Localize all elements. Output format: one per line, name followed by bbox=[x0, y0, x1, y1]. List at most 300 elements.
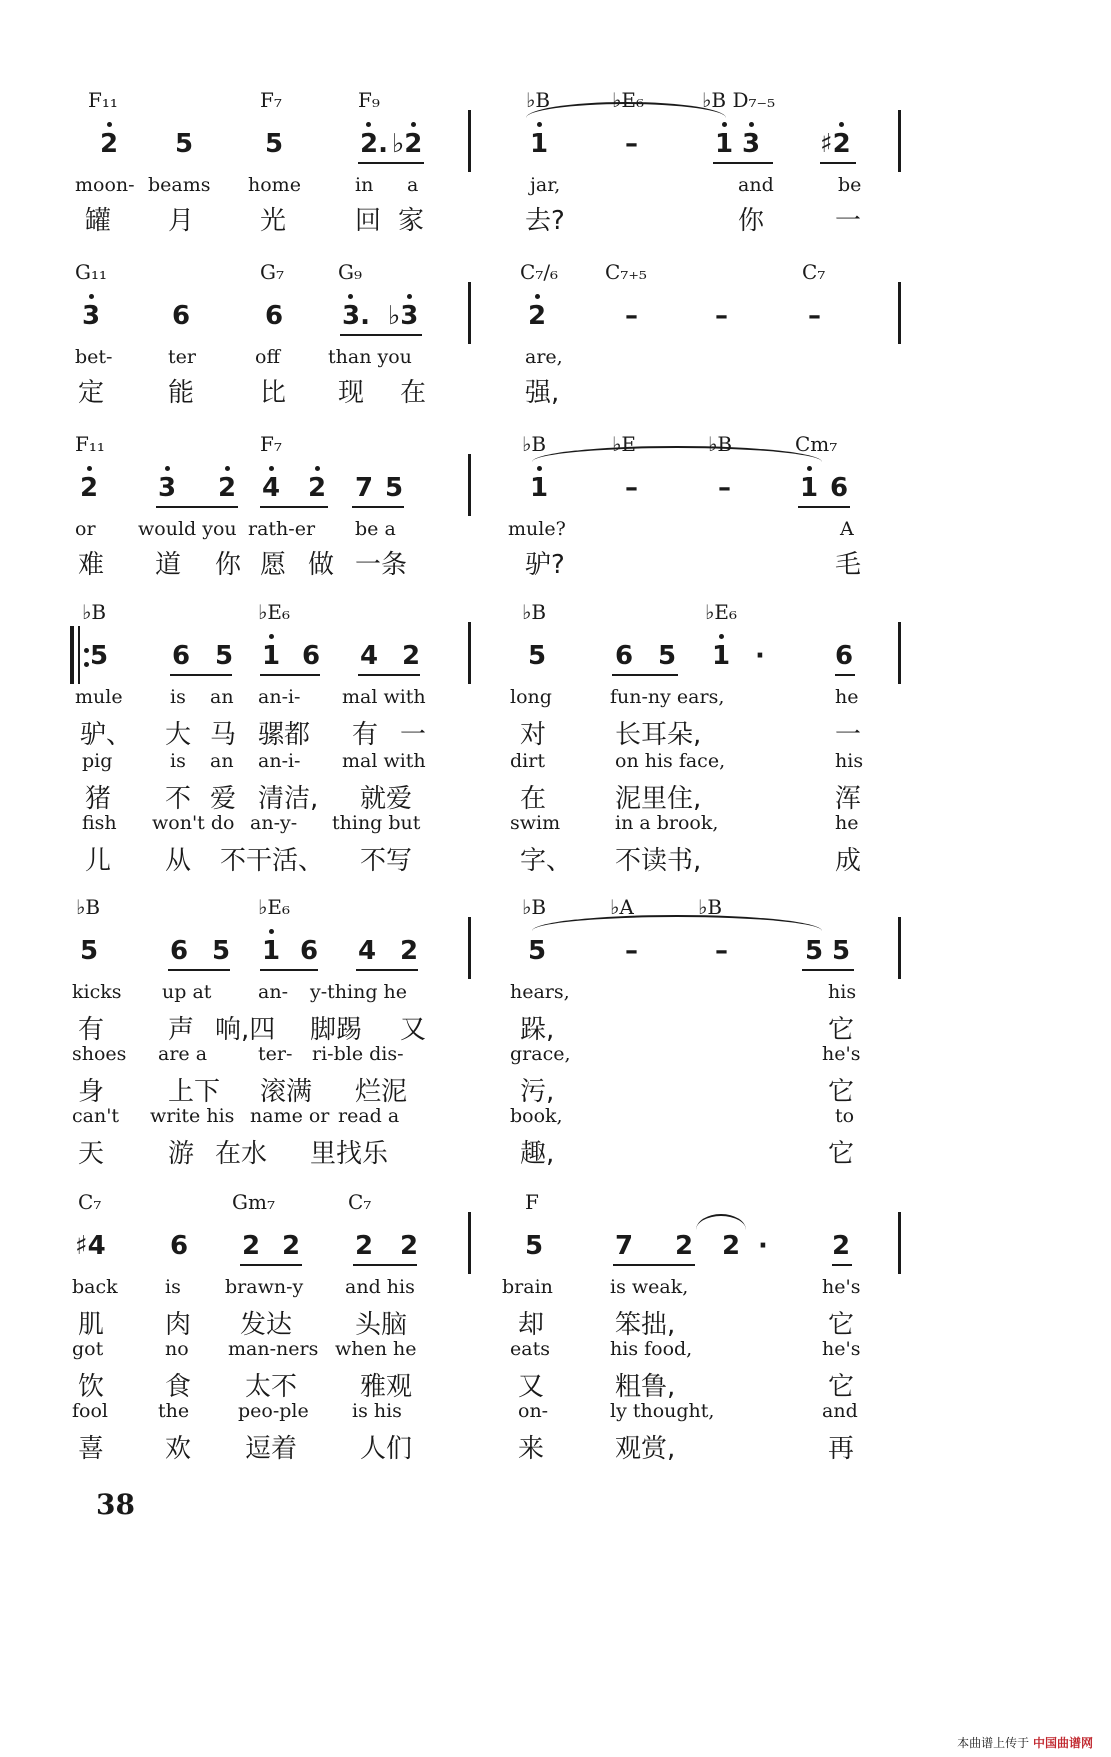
lyric-en: fool bbox=[72, 1400, 108, 1422]
lyric-zh: 一 bbox=[835, 720, 862, 750]
lyric-en: won't do bbox=[152, 812, 235, 834]
lyric-zh: 太不 bbox=[245, 1372, 298, 1402]
lyric-en: swim bbox=[510, 812, 561, 834]
note: ♯2 bbox=[820, 124, 851, 164]
chord-symbol: ♭B bbox=[522, 895, 547, 919]
lyric-en: rath-er bbox=[248, 518, 316, 540]
lyric-en: got bbox=[72, 1338, 104, 1360]
lyric-en: he bbox=[835, 812, 859, 834]
note-row bbox=[490, 124, 990, 164]
beam bbox=[156, 506, 238, 508]
note-row bbox=[70, 468, 490, 508]
lyric-zh: 欢 bbox=[165, 1434, 192, 1464]
lyric-zh: 又 bbox=[518, 1372, 545, 1402]
chord-symbol: F₇ bbox=[260, 432, 282, 456]
note: 1 bbox=[530, 124, 548, 164]
barline bbox=[468, 622, 471, 684]
lyric-en: he's bbox=[822, 1043, 861, 1065]
lyric-en: is his bbox=[352, 1400, 402, 1422]
lyric-en: is bbox=[170, 686, 186, 708]
lyric-zh: 人们 bbox=[360, 1434, 413, 1464]
lyric-zh: 又 bbox=[400, 1015, 427, 1045]
note: 5 bbox=[265, 129, 284, 159]
barline bbox=[468, 282, 471, 344]
lyric-en: on- bbox=[518, 1400, 549, 1422]
system-6 bbox=[70, 1190, 1020, 1490]
note: ♯4 bbox=[75, 1231, 106, 1261]
lyric-zh: 现 bbox=[338, 378, 365, 408]
chord-symbol: F₁₁ bbox=[75, 432, 105, 456]
note: 5 bbox=[212, 936, 231, 966]
chord-symbol: C₇/₆ bbox=[520, 260, 559, 284]
chord-symbol: G₇ bbox=[260, 260, 284, 284]
note: – bbox=[625, 473, 638, 503]
chord-symbol: ♭E₆ bbox=[258, 600, 291, 624]
note-row bbox=[70, 931, 490, 971]
note: 2 bbox=[528, 296, 546, 336]
barline bbox=[898, 917, 901, 979]
lyric-en: brain bbox=[502, 1276, 553, 1298]
note: 1 bbox=[712, 636, 730, 676]
lyric-zh: 不读书, bbox=[615, 846, 702, 876]
lyric-en: up at bbox=[162, 981, 212, 1003]
octave-dot bbox=[537, 466, 542, 471]
lyric-en: long bbox=[510, 686, 552, 708]
lyric-en: back bbox=[72, 1276, 118, 1298]
lyric-zh: 从 bbox=[165, 846, 192, 876]
lyric-zh: 光 bbox=[260, 206, 287, 236]
lyric-zh: 笨拙, bbox=[615, 1310, 676, 1340]
note: 2 bbox=[355, 1231, 374, 1261]
lyric-zh: 回 bbox=[355, 206, 382, 236]
lyric-zh: 驴、 bbox=[80, 720, 133, 750]
lyric-zh: 食 bbox=[165, 1372, 192, 1402]
chord-symbol: ♭E bbox=[612, 432, 637, 456]
lyric-en: mal with bbox=[342, 750, 426, 772]
lyric-zh: 马 bbox=[210, 720, 237, 750]
barline bbox=[468, 1212, 471, 1274]
note-row bbox=[490, 296, 990, 336]
note-row bbox=[490, 1226, 990, 1266]
note: 2 bbox=[722, 1231, 741, 1261]
lyric-zh: 它 bbox=[828, 1310, 855, 1340]
chord-symbol: ♭B D₇₋₅ bbox=[702, 88, 776, 112]
lyric-zh: 道 bbox=[155, 550, 182, 580]
note: 6 bbox=[830, 473, 849, 503]
lyric-zh: 不干活、 bbox=[220, 846, 325, 876]
lyric-zh: 不写 bbox=[360, 846, 413, 876]
barline bbox=[898, 282, 901, 344]
barline bbox=[898, 110, 901, 172]
beam bbox=[352, 506, 404, 508]
lyric-zh: 不 bbox=[165, 784, 192, 814]
lyric-zh: 浑 bbox=[835, 784, 862, 814]
lyric-en: are a bbox=[158, 1043, 208, 1065]
beam bbox=[356, 969, 418, 971]
lyric-zh: 驴? bbox=[525, 550, 565, 580]
lyric-en: is bbox=[165, 1276, 181, 1298]
note-row bbox=[490, 468, 990, 508]
note: 1 bbox=[800, 468, 818, 508]
lyric-zh: 字、 bbox=[520, 846, 573, 876]
lyric-zh: 做 bbox=[308, 550, 335, 580]
lyric-zh: 它 bbox=[828, 1077, 855, 1107]
lyric-zh: 月 bbox=[168, 206, 195, 236]
note: 4 bbox=[358, 936, 377, 966]
lyric-zh: 游 bbox=[168, 1139, 195, 1169]
octave-dot bbox=[407, 294, 412, 299]
lyric-zh: 在 bbox=[520, 784, 547, 814]
lyric-zh: 成 bbox=[835, 846, 862, 876]
note-row bbox=[490, 931, 990, 971]
lyric-en: grace, bbox=[510, 1043, 571, 1065]
system-3 bbox=[70, 432, 1020, 592]
beam bbox=[353, 1264, 417, 1266]
lyric-zh: 肉 bbox=[165, 1310, 192, 1340]
note: 1 bbox=[262, 636, 280, 676]
note: 2 bbox=[675, 1231, 694, 1261]
lyric-zh: 大 bbox=[165, 720, 192, 750]
lyric-en: would you bbox=[138, 518, 237, 540]
note: 2 bbox=[400, 936, 419, 966]
lyric-zh: 粗鲁, bbox=[615, 1372, 676, 1402]
note: – bbox=[625, 301, 638, 331]
chord-symbol: ♭B bbox=[82, 600, 107, 624]
lyric-zh: 定 bbox=[78, 378, 105, 408]
lyric-zh: 泥里住, bbox=[615, 784, 702, 814]
note: – bbox=[718, 473, 731, 503]
lyric-zh: 逗着 bbox=[245, 1434, 298, 1464]
lyric-zh: 来 bbox=[518, 1434, 545, 1464]
note: 1 bbox=[715, 124, 733, 164]
note: 5 bbox=[215, 641, 234, 671]
lyric-zh: 罐 bbox=[85, 206, 112, 236]
note: 6 bbox=[170, 1231, 189, 1261]
chord-symbol: G₁₁ bbox=[75, 260, 108, 284]
note: 6 bbox=[172, 301, 191, 331]
note: 2 bbox=[218, 468, 236, 508]
note: 2 bbox=[282, 1231, 301, 1261]
lyric-en: ri-ble dis- bbox=[312, 1043, 404, 1065]
lyric-en: fish bbox=[82, 812, 117, 834]
note: – bbox=[715, 301, 728, 331]
octave-dot bbox=[719, 634, 724, 639]
octave-dot bbox=[722, 122, 727, 127]
lyric-en: moon- bbox=[75, 174, 135, 196]
octave-dot bbox=[535, 294, 540, 299]
note: 4 bbox=[262, 468, 280, 508]
lyric-zh: 猪 bbox=[85, 784, 112, 814]
lyric-zh: 跺, bbox=[520, 1015, 555, 1045]
lyric-en: off bbox=[255, 346, 280, 368]
lyric-en: an- bbox=[258, 981, 288, 1003]
note: 5 bbox=[658, 641, 677, 671]
tie-arc bbox=[532, 446, 822, 462]
note: 5 bbox=[175, 129, 194, 159]
lyric-en: name or bbox=[250, 1105, 330, 1127]
lyric-en: be a bbox=[355, 518, 396, 540]
beam bbox=[260, 969, 318, 971]
lyric-zh: 有 bbox=[352, 720, 379, 750]
lyric-en: ter bbox=[168, 346, 196, 368]
octave-dot bbox=[807, 466, 812, 471]
note: 2 bbox=[400, 1231, 419, 1261]
lyric-zh: 头脑 bbox=[355, 1310, 408, 1340]
lyric-en: he bbox=[835, 686, 859, 708]
octave-dot bbox=[839, 122, 844, 127]
lyric-en: and bbox=[738, 174, 774, 196]
lyric-en: he's bbox=[822, 1338, 861, 1360]
note: 1 bbox=[262, 931, 280, 971]
note: 7 bbox=[355, 473, 374, 503]
system-5 bbox=[70, 895, 1020, 1185]
lyric-en: when he bbox=[335, 1338, 417, 1360]
lyric-en: his bbox=[835, 750, 864, 772]
note: ♭3 bbox=[388, 296, 418, 336]
octave-dot bbox=[87, 466, 92, 471]
note: 5 bbox=[528, 936, 547, 966]
lyric-en: or bbox=[75, 518, 96, 540]
note: – bbox=[715, 936, 728, 966]
lyric-en: kicks bbox=[72, 981, 122, 1003]
octave-dot bbox=[366, 122, 371, 127]
beam bbox=[613, 1264, 695, 1266]
note: 6 bbox=[300, 936, 319, 966]
lyric-en: he's bbox=[822, 1276, 861, 1298]
chord-symbol: C₇ bbox=[802, 260, 826, 284]
lyric-en: and bbox=[822, 1400, 858, 1422]
chord-symbol: Cm₇ bbox=[795, 432, 838, 456]
lyric-en: man-ners bbox=[228, 1338, 319, 1360]
note-row bbox=[70, 636, 490, 676]
lyric-en: mule? bbox=[508, 518, 566, 540]
system-4 bbox=[70, 600, 1020, 890]
note: · bbox=[758, 1231, 768, 1261]
lyric-zh: 儿 bbox=[85, 846, 112, 876]
lyric-zh: 它 bbox=[828, 1015, 855, 1045]
lyric-en: in bbox=[355, 174, 374, 196]
beam bbox=[340, 334, 422, 336]
lyric-zh: 长耳朵, bbox=[615, 720, 702, 750]
lyric-en: shoes bbox=[72, 1043, 127, 1065]
note-row bbox=[70, 124, 490, 164]
lyric-en: an bbox=[210, 750, 234, 772]
note: 7 bbox=[615, 1231, 634, 1261]
lyric-en: is bbox=[170, 750, 186, 772]
beam bbox=[170, 674, 232, 676]
beam bbox=[820, 162, 856, 164]
lyric-zh: 骡都 bbox=[258, 720, 311, 750]
beam bbox=[240, 1264, 302, 1266]
octave-dot bbox=[89, 294, 94, 299]
lyric-en: A bbox=[840, 518, 854, 540]
note: 3 bbox=[158, 468, 176, 508]
chord-symbol: F₉ bbox=[358, 88, 380, 112]
lyric-zh: 强, bbox=[525, 378, 560, 408]
system-1 bbox=[70, 88, 1020, 248]
note: 2 bbox=[402, 641, 421, 671]
lyric-en: fun-ny ears, bbox=[610, 686, 725, 708]
note: 6 bbox=[265, 301, 284, 331]
lyric-zh: 饮 bbox=[78, 1372, 105, 1402]
page-number: 38 bbox=[96, 1488, 135, 1521]
lyric-en: home bbox=[248, 174, 301, 196]
beam bbox=[168, 969, 230, 971]
octave-dot bbox=[269, 466, 274, 471]
chord-symbol: ♭E₆ bbox=[258, 895, 291, 919]
octave-dot bbox=[749, 122, 754, 127]
note: 2 bbox=[832, 1231, 851, 1261]
lyric-en: his bbox=[828, 981, 857, 1003]
note: – bbox=[625, 129, 638, 159]
barline bbox=[898, 622, 901, 684]
beam bbox=[260, 506, 328, 508]
chord-symbol: ♭A bbox=[610, 895, 634, 919]
note-row bbox=[490, 636, 990, 676]
beam bbox=[612, 674, 678, 676]
beam bbox=[802, 969, 854, 971]
lyric-en: pig bbox=[82, 750, 113, 772]
lyric-en: are, bbox=[525, 346, 563, 368]
lyric-en: hears, bbox=[510, 981, 570, 1003]
beam bbox=[260, 674, 320, 676]
lyric-zh: 一条 bbox=[355, 550, 408, 580]
barline bbox=[468, 454, 471, 516]
note: 1 bbox=[530, 468, 548, 508]
lyric-zh: 愿 bbox=[260, 550, 287, 580]
octave-dot bbox=[107, 122, 112, 127]
lyric-en: a bbox=[407, 174, 419, 196]
lyric-zh: 对 bbox=[520, 720, 547, 750]
lyric-zh: 响,四 bbox=[215, 1015, 276, 1045]
note: 3 bbox=[742, 124, 760, 164]
chord-symbol: ♭B bbox=[698, 895, 723, 919]
note: 6 bbox=[835, 641, 854, 671]
lyric-zh: 发达 bbox=[240, 1310, 293, 1340]
lyric-zh: 脚踢 bbox=[310, 1015, 363, 1045]
lyric-en: brawn-y bbox=[225, 1276, 304, 1298]
barline bbox=[898, 1212, 901, 1274]
lyric-en: is weak, bbox=[610, 1276, 689, 1298]
chord-symbol: ♭E₆ bbox=[612, 88, 645, 112]
octave-dot bbox=[537, 122, 542, 127]
lyric-en: an bbox=[210, 686, 234, 708]
octave-dot bbox=[269, 634, 274, 639]
lyric-zh: 一 bbox=[835, 206, 862, 236]
lyric-en: mule bbox=[75, 686, 123, 708]
lyric-en: write his bbox=[150, 1105, 235, 1127]
note: 5 bbox=[525, 1231, 544, 1261]
lyric-en: than you bbox=[328, 346, 412, 368]
lyric-en: ly thought, bbox=[610, 1400, 715, 1422]
footer-site: 中国曲谱网 bbox=[1032, 1736, 1093, 1750]
lyric-zh: 污, bbox=[520, 1077, 555, 1107]
lyric-en: an-i- bbox=[258, 686, 301, 708]
lyric-zh: 却 bbox=[518, 1310, 545, 1340]
note: 6 bbox=[302, 641, 321, 671]
lyric-en: read a bbox=[338, 1105, 400, 1127]
beam bbox=[835, 674, 855, 676]
lyric-zh: 去? bbox=[525, 206, 565, 236]
chord-symbol: ♭B bbox=[522, 600, 547, 624]
lyric-zh: 它 bbox=[828, 1372, 855, 1402]
footer-prefix: 本曲谱上传于 bbox=[957, 1736, 1030, 1750]
barline bbox=[468, 110, 471, 172]
lyric-en: peo-ple bbox=[238, 1400, 309, 1422]
chord-symbol: C₇₊₅ bbox=[605, 260, 647, 284]
lyric-zh: 再 bbox=[828, 1434, 855, 1464]
tie-arc bbox=[532, 915, 822, 931]
note: – bbox=[808, 301, 821, 331]
note: 5 bbox=[832, 936, 851, 966]
chord-symbol: ♭E₆ bbox=[705, 600, 738, 624]
lyric-en: an-i- bbox=[258, 750, 301, 772]
chord-symbol: Gm₇ bbox=[232, 1190, 275, 1214]
chord-symbol: F bbox=[525, 1190, 539, 1214]
chord-symbol: C₇ bbox=[348, 1190, 372, 1214]
lyric-en: mal with bbox=[342, 686, 426, 708]
note: 2 bbox=[100, 124, 118, 164]
note: 5 bbox=[805, 936, 824, 966]
lyric-zh: 就爱 bbox=[360, 784, 413, 814]
lyric-zh: 肌 bbox=[78, 1310, 105, 1340]
note: 5 bbox=[90, 641, 109, 671]
octave-dot bbox=[315, 466, 320, 471]
lyric-zh: 在水 bbox=[215, 1139, 268, 1169]
lyric-en: eats bbox=[510, 1338, 550, 1360]
octave-dot bbox=[225, 466, 230, 471]
note: 5 bbox=[385, 473, 404, 503]
note: 2. bbox=[360, 124, 388, 164]
system-2 bbox=[70, 260, 1020, 420]
beam bbox=[832, 1264, 852, 1266]
lyric-en: no bbox=[165, 1338, 189, 1360]
lyric-zh: 声 bbox=[168, 1015, 195, 1045]
lyric-en: the bbox=[158, 1400, 190, 1422]
beam bbox=[358, 674, 420, 676]
lyric-zh: 一 bbox=[400, 720, 427, 750]
note: 6 bbox=[170, 936, 189, 966]
note-row bbox=[70, 296, 490, 336]
chord-symbol: F₇ bbox=[260, 88, 282, 112]
beam bbox=[798, 506, 850, 508]
lyric-en: and his bbox=[345, 1276, 415, 1298]
lyric-zh: 观赏, bbox=[615, 1434, 676, 1464]
octave-dot bbox=[348, 294, 353, 299]
lyric-en: beams bbox=[148, 174, 211, 196]
chord-symbol: ♭B bbox=[526, 88, 551, 112]
lyric-zh: 滚满 bbox=[260, 1077, 313, 1107]
beam bbox=[358, 162, 424, 164]
lyric-zh: 家 bbox=[398, 206, 425, 236]
lyric-zh: 难 bbox=[78, 550, 105, 580]
footer-watermark bbox=[957, 1734, 1093, 1751]
lyric-en: y-thing he bbox=[310, 981, 408, 1003]
lyric-en: jar, bbox=[530, 174, 561, 196]
lyric-en: ter- bbox=[258, 1043, 293, 1065]
chord-symbol: G₉ bbox=[338, 260, 362, 284]
lyric-en: book, bbox=[510, 1105, 563, 1127]
beam bbox=[713, 162, 773, 164]
note: 5 bbox=[528, 641, 547, 671]
octave-dot bbox=[411, 122, 416, 127]
barline bbox=[468, 917, 471, 979]
lyric-zh: 有 bbox=[78, 1015, 105, 1045]
lyric-en: on his face, bbox=[615, 750, 726, 772]
lyric-zh: 天 bbox=[78, 1139, 105, 1169]
note: – bbox=[625, 936, 638, 966]
note: 3. bbox=[342, 296, 370, 336]
